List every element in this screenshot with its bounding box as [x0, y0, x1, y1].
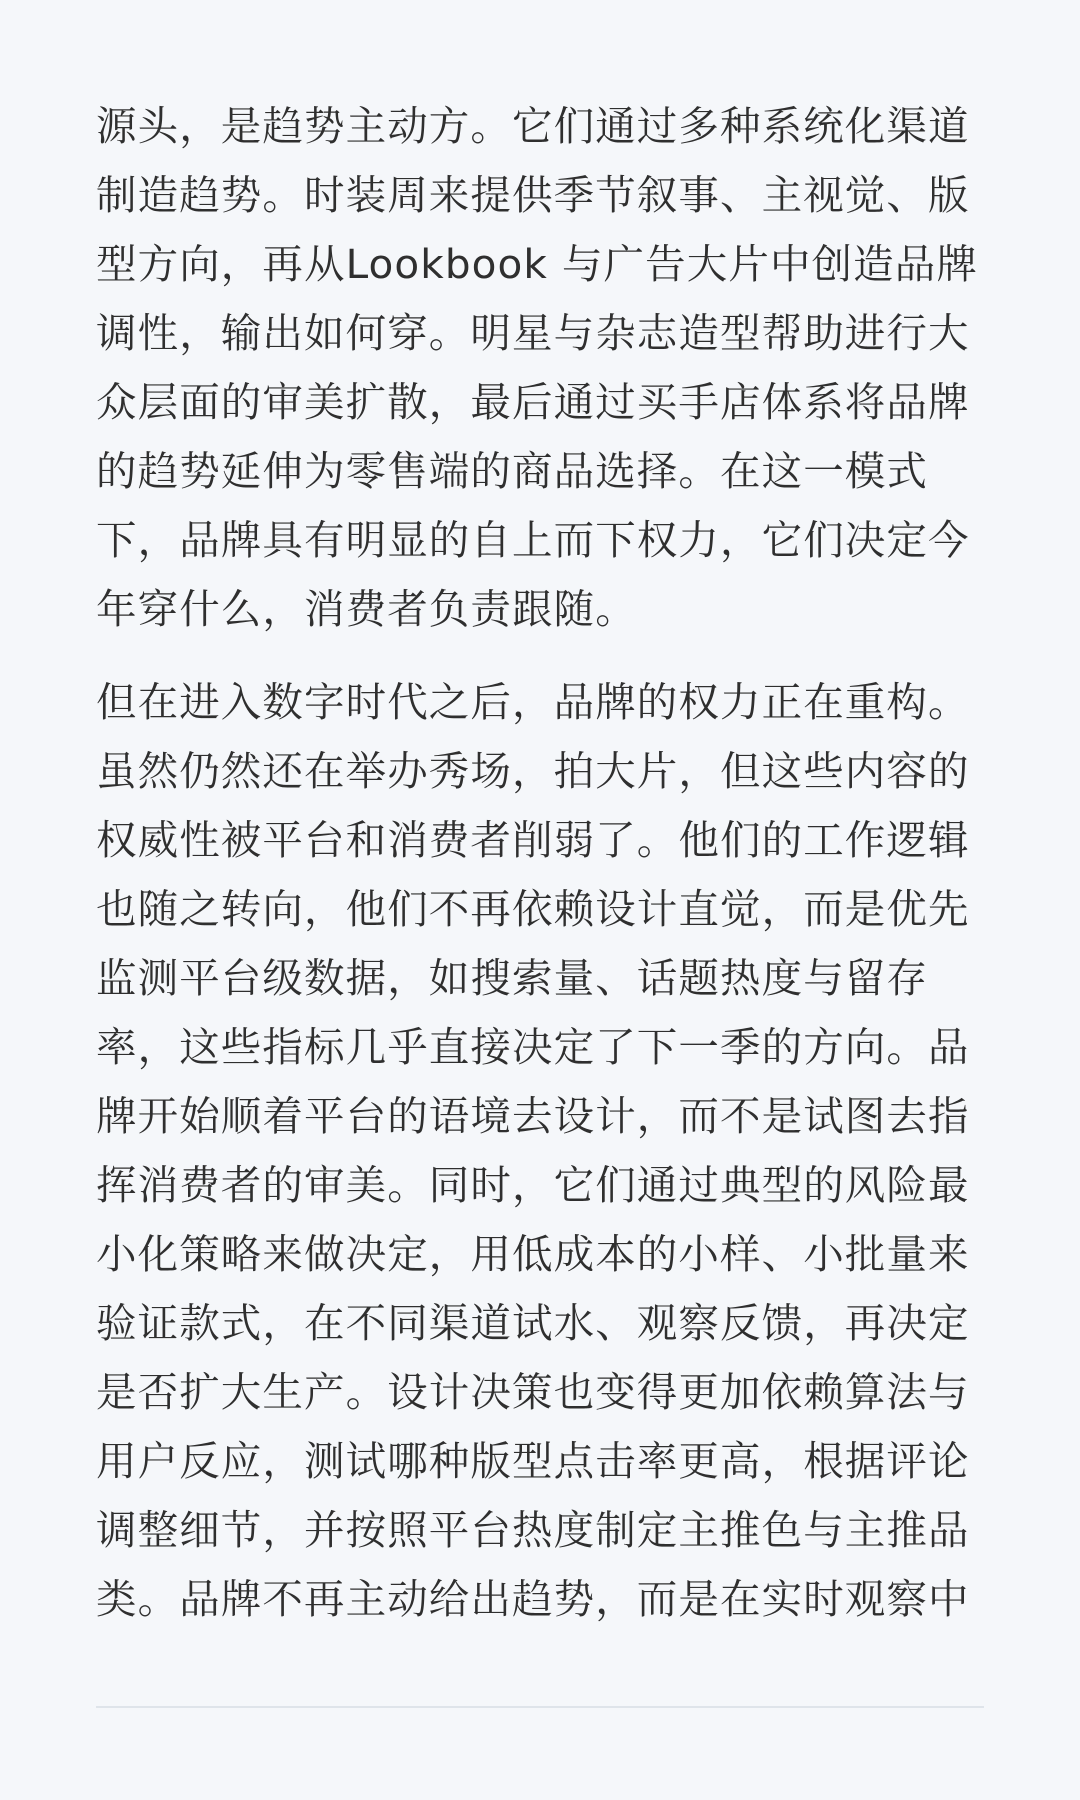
text-line: 的趋势延伸为零售端的商品选择。在这一模式 [96, 447, 928, 495]
text-line: 小化策略来做决定，用低成本的小样、小批量来 [96, 1230, 970, 1278]
text-line: 制造趋势。时装周来提供季节叙事、主视觉、版 [96, 171, 970, 219]
text-line: 调性，输出如何穿。明星与杂志造型帮助进行大 [96, 309, 970, 357]
bottom-divider [96, 1706, 984, 1708]
article-body [96, 92, 984, 1634]
text-line: 验证款式，在不同渠道试水、观察反馈，再决定 [96, 1299, 970, 1347]
text-line: 虽然仍然还在举办秀场，拍大片，但这些内容的 [96, 747, 970, 795]
text-line: 众层面的审美扩散，最后通过买手店体系将品牌 [96, 378, 970, 426]
text-line: 下，品牌具有明显的自上而下权力，它们决定今 [96, 516, 970, 564]
text-line: 挥消费者的审美。同时，它们通过典型的风险最 [96, 1161, 970, 1209]
text-line: 也随之转向，他们不再依赖设计直觉，而是优先 [96, 885, 970, 933]
text-line: 型方向，再从Lookbook 与广告大片中创造品牌 [96, 240, 978, 288]
text-line: 用户反应，测试哪种版型点击率更高，根据评论 [96, 1437, 970, 1485]
text-line: 但在进入数字时代之后，品牌的权力正在重构。 [96, 678, 970, 726]
text-line: 权威性被平台和消费者削弱了。他们的工作逻辑 [96, 816, 970, 864]
text-line: 牌开始顺着平台的语境去设计，而不是试图去指 [96, 1092, 970, 1140]
text-line: 率，这些指标几乎直接决定了下一季的方向。品 [96, 1023, 970, 1071]
text-line: 是否扩大生产。设计决策也变得更加依赖算法与 [96, 1368, 970, 1416]
text-line: 源头，是趋势主动方。它们通过多种系统化渠道 [96, 102, 970, 150]
text-line: 年穿什么，消费者负责跟随。 [96, 585, 637, 633]
text-line: 类。品牌不再主动给出趋势，而是在实时观察中 [96, 1575, 970, 1623]
text-line: 监测平台级数据，如搜索量、话题热度与留存 [96, 954, 928, 1002]
paragraph-digital-era-brand-power [96, 668, 984, 1634]
paragraph-brand-trend-origin [96, 92, 984, 644]
text-line: 调整细节，并按照平台热度制定主推色与主推品 [96, 1506, 970, 1554]
